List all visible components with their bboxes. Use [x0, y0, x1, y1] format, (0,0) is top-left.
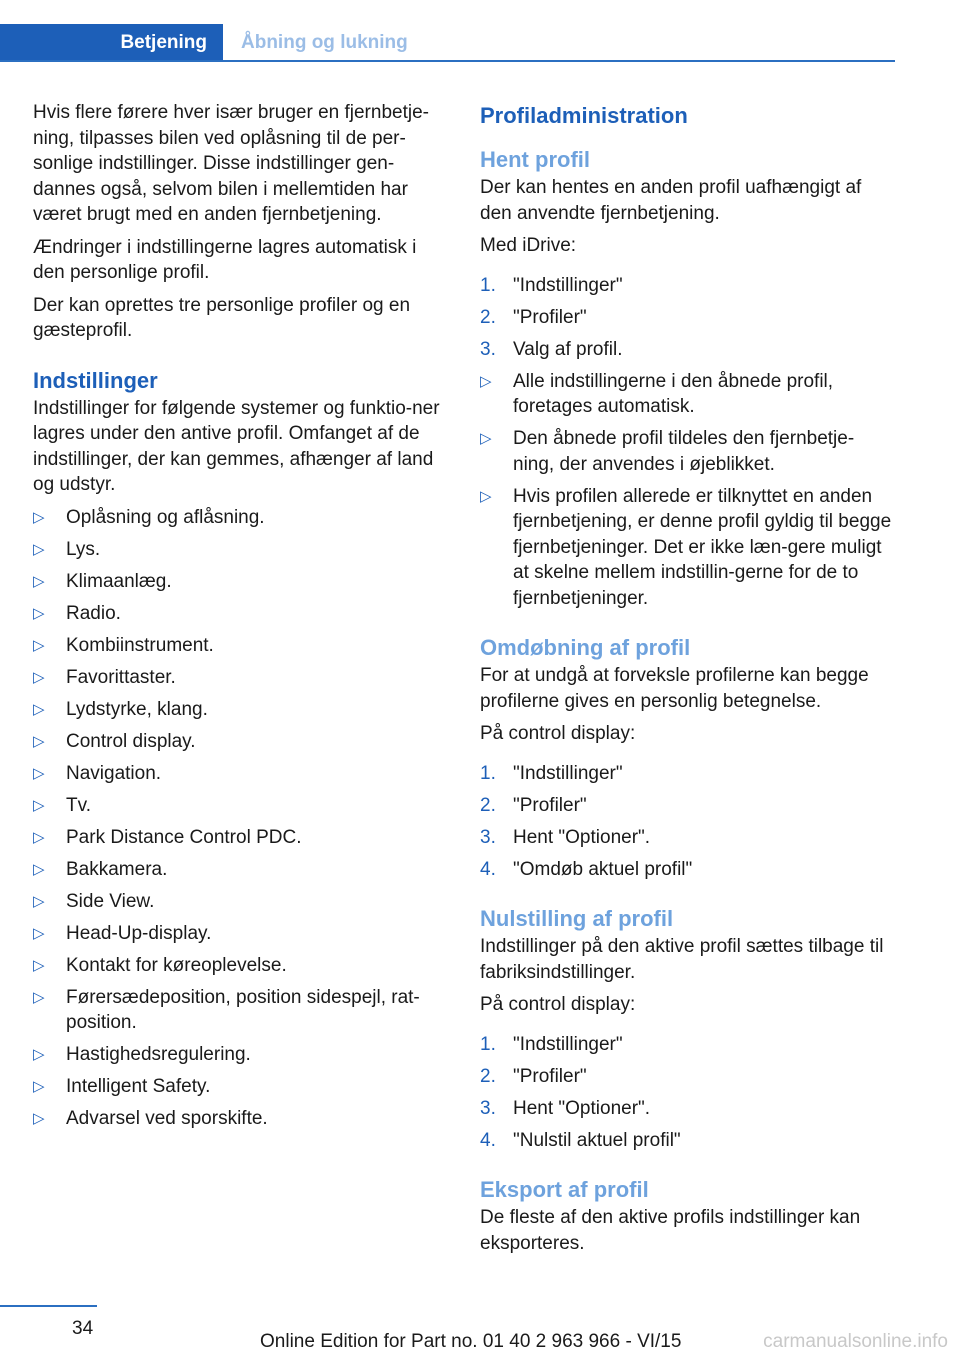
triangle-bullet-icon: ▷ [480, 372, 492, 390]
chapter-tab[interactable]: Åbning og lukning [241, 32, 408, 53]
list-item-text: Klimaanlæg. [66, 570, 172, 592]
step-text: "Indstillinger" [513, 762, 623, 784]
omdob-profil-text: For at undgå at forveksle profilerne kan begge profilerne gives en personlig betegnelse. [480, 665, 869, 712]
step-text: Valg af profil. [513, 338, 623, 360]
triangle-bullet-icon: ▷ [33, 1110, 45, 1127]
step-item [480, 857, 895, 883]
step-number: 3. [480, 1097, 496, 1119]
triangle-bullet-icon: ▷ [33, 892, 45, 910]
triangle-bullet-icon: ▷ [33, 604, 45, 622]
hent-profil-text: Der kan hentes en anden profil uafhængigt af den anvendte fjernbetjening. [480, 177, 862, 224]
triangle-bullet-icon: ▷ [33, 636, 45, 654]
triangle-bullet-icon: ▷ [33, 956, 45, 974]
list-item-text: Lys. [66, 538, 101, 560]
list-item [480, 484, 895, 612]
triangle-bullet-icon: ▷ [33, 540, 45, 558]
triangle-bullet-icon: ▷ [33, 700, 45, 718]
settings-section [33, 366, 451, 1132]
nulstil-profil-text: Indstillinger på den aktive profil sættes tilbage til fabriksindstillinger. [480, 936, 884, 983]
step-text: "Nulstil aktuel profil" [513, 1129, 681, 1151]
eksport-profil-text: De fleste af den aktive profils indstillinger kan eksporteres. [480, 1207, 861, 1254]
step-number: 2. [480, 1065, 496, 1087]
intro-paragraph: Ændringer i indstillingerne lagres automatisk i den personlige profil. [33, 236, 417, 283]
step-number: 1. [480, 1033, 496, 1055]
triangle-bullet-icon: ▷ [33, 924, 45, 942]
list-item [33, 793, 451, 819]
step-item [480, 793, 895, 819]
step-item [480, 761, 895, 787]
step-text: "Omdøb aktuel profil" [513, 858, 693, 880]
list-item [33, 505, 451, 531]
list-item [33, 633, 451, 659]
settings-list [33, 505, 451, 1132]
list-item-text: Hastighedsregulering. [66, 1044, 251, 1065]
triangle-bullet-icon: ▷ [480, 487, 492, 505]
nulstil-profil-heading: Nulstilling af profil [480, 906, 674, 931]
list-item [33, 985, 451, 1036]
section-tab[interactable]: Betjening [0, 24, 223, 62]
triangle-bullet-icon: ▷ [33, 828, 45, 846]
list-item [33, 601, 451, 627]
left-column [33, 100, 451, 1138]
hent-profil-notes [480, 369, 895, 612]
list-item [480, 426, 895, 477]
step-text: "Profiler" [513, 794, 587, 816]
list-item-text: Tv. [66, 794, 91, 816]
omdob-profil-heading: Omdøbning af profil [480, 635, 691, 660]
step-item [480, 1032, 895, 1058]
omdob-profil-section [480, 633, 895, 882]
step-text: "Profiler" [513, 306, 587, 328]
list-item [33, 1106, 451, 1132]
list-item-text: Kontakt for køreoplevelse. [66, 954, 287, 976]
list-item-text: Park Distance Control PDC. [66, 826, 302, 848]
list-item [33, 729, 451, 755]
step-number: 3. [480, 338, 496, 360]
list-item-text: Intelligent Safety. [66, 1076, 211, 1097]
omdob-profil-lead: På control display: [480, 723, 636, 744]
header-rule [0, 60, 895, 62]
list-item-text: Advarsel ved sporskifte. [66, 1108, 268, 1129]
list-item-text: Oplåsning og aflåsning. [66, 506, 265, 528]
hent-profil-heading: Hent profil [480, 147, 590, 172]
list-item [33, 825, 451, 851]
step-number: 1. [480, 274, 496, 296]
triangle-bullet-icon: ▷ [33, 668, 45, 686]
list-item [33, 761, 451, 787]
right-column [480, 100, 895, 1263]
triangle-bullet-icon: ▷ [33, 508, 45, 526]
nulstil-profil-steps [480, 1032, 895, 1154]
step-number: 4. [480, 1129, 496, 1151]
triangle-bullet-icon: ▷ [33, 988, 45, 1006]
intro-paragraph: Hvis flere førere hver især bruger en fjernbetje‐ning, tilpasses bilen ved oplåsning til de per‐sonlige indstillinger. Disse indstillinger gen‐dannes også, selvom bilen i mellemtiden har været brugt med en anden fjernbetjening. [33, 102, 429, 225]
nulstil-profil-lead: På control display: [480, 994, 636, 1015]
step-number: 2. [480, 794, 496, 816]
nulstil-profil-section [480, 904, 895, 1153]
list-item [33, 1074, 451, 1100]
list-item-text: Alle indstillingerne i den åbnede profil, foretages automatisk. [513, 370, 834, 417]
step-item [480, 305, 895, 331]
list-item [33, 665, 451, 691]
list-item-text: Kombiinstrument. [66, 634, 214, 656]
triangle-bullet-icon: ▷ [33, 796, 45, 814]
page-number: 34 [72, 1318, 94, 1339]
eksport-profil-heading: Eksport af profil [480, 1177, 649, 1202]
list-item-text: Radio. [66, 602, 121, 624]
step-text: "Indstillinger" [513, 1033, 623, 1055]
triangle-bullet-icon: ▷ [480, 430, 492, 447]
list-item-text: Hvis profilen allerede er tilknyttet en anden fjernbetjening, er denne profil gyldig til begge fjernbetjeninger. Det er ikke læn‐gere muligt at skelne mellem indstillin‐gerne for de to fjernbetjeninger. [513, 485, 892, 609]
hent-profil-section [480, 145, 895, 611]
watermark: carmanualsonline.info [763, 1331, 948, 1352]
step-text: Hent "Optioner". [513, 1097, 651, 1119]
list-item [480, 369, 895, 420]
list-item [33, 953, 451, 979]
step-item [480, 273, 895, 299]
triangle-bullet-icon: ▷ [33, 764, 45, 782]
list-item [33, 889, 451, 915]
omdob-profil-steps [480, 761, 895, 883]
edition-text: Online Edition for Part no. 01 40 2 963 966 - VI/15 [260, 1331, 682, 1352]
list-item-text: Side View. [66, 890, 155, 912]
list-item-text: Head-Up-display. [66, 922, 212, 944]
step-item [480, 337, 895, 363]
list-item [33, 921, 451, 947]
settings-heading: Indstillinger [33, 367, 158, 393]
intro-paragraph: Der kan oprettes tre personlige profiler og en gæsteprofil. [33, 294, 411, 341]
footer-rule [0, 1305, 97, 1307]
list-item-text: Den åbnede profil tildeles den fjernbetje‐ning, der anvendes i øjeblikket. [513, 428, 855, 475]
list-item-text: Bakkamera. [66, 858, 168, 880]
triangle-bullet-icon: ▷ [33, 1078, 45, 1095]
list-item [33, 569, 451, 595]
hent-profil-steps [480, 273, 895, 363]
eksport-profil-section [480, 1175, 895, 1256]
triangle-bullet-icon: ▷ [33, 572, 45, 590]
step-number: 3. [480, 826, 496, 848]
triangle-bullet-icon: ▷ [33, 860, 45, 878]
settings-text: Indstillinger for følgende systemer og funktio‐ner lagres under den antive profil. Omfanget af de indstillinger, der kan gemmes, afhænger af land og udstyr. [33, 397, 440, 495]
list-item-text: Lydstyrke, klang. [66, 698, 208, 720]
step-item [480, 825, 895, 851]
list-item [33, 537, 451, 563]
list-item-text: Førersædeposition, position sidespejl, rat‐position. [66, 986, 420, 1033]
list-item [33, 857, 451, 883]
step-number: 1. [480, 762, 496, 784]
triangle-bullet-icon: ▷ [33, 1046, 45, 1063]
step-item [480, 1128, 895, 1154]
step-number: 4. [480, 858, 496, 880]
step-item [480, 1096, 895, 1122]
list-item [33, 697, 451, 723]
step-text: Hent "Optioner". [513, 826, 651, 848]
hent-profil-lead: Med iDrive: [480, 235, 577, 256]
list-item-text: Control display. [66, 730, 196, 752]
triangle-bullet-icon: ▷ [33, 732, 45, 750]
step-number: 2. [480, 306, 496, 328]
step-text: "Profiler" [513, 1065, 587, 1087]
step-item [480, 1064, 895, 1090]
list-item-text: Favorittaster. [66, 666, 176, 688]
list-item [33, 1042, 451, 1068]
page-header [0, 24, 895, 62]
profile-admin-heading: Profiladministration [480, 103, 688, 128]
step-text: "Indstillinger" [513, 274, 623, 296]
list-item-text: Navigation. [66, 762, 162, 784]
